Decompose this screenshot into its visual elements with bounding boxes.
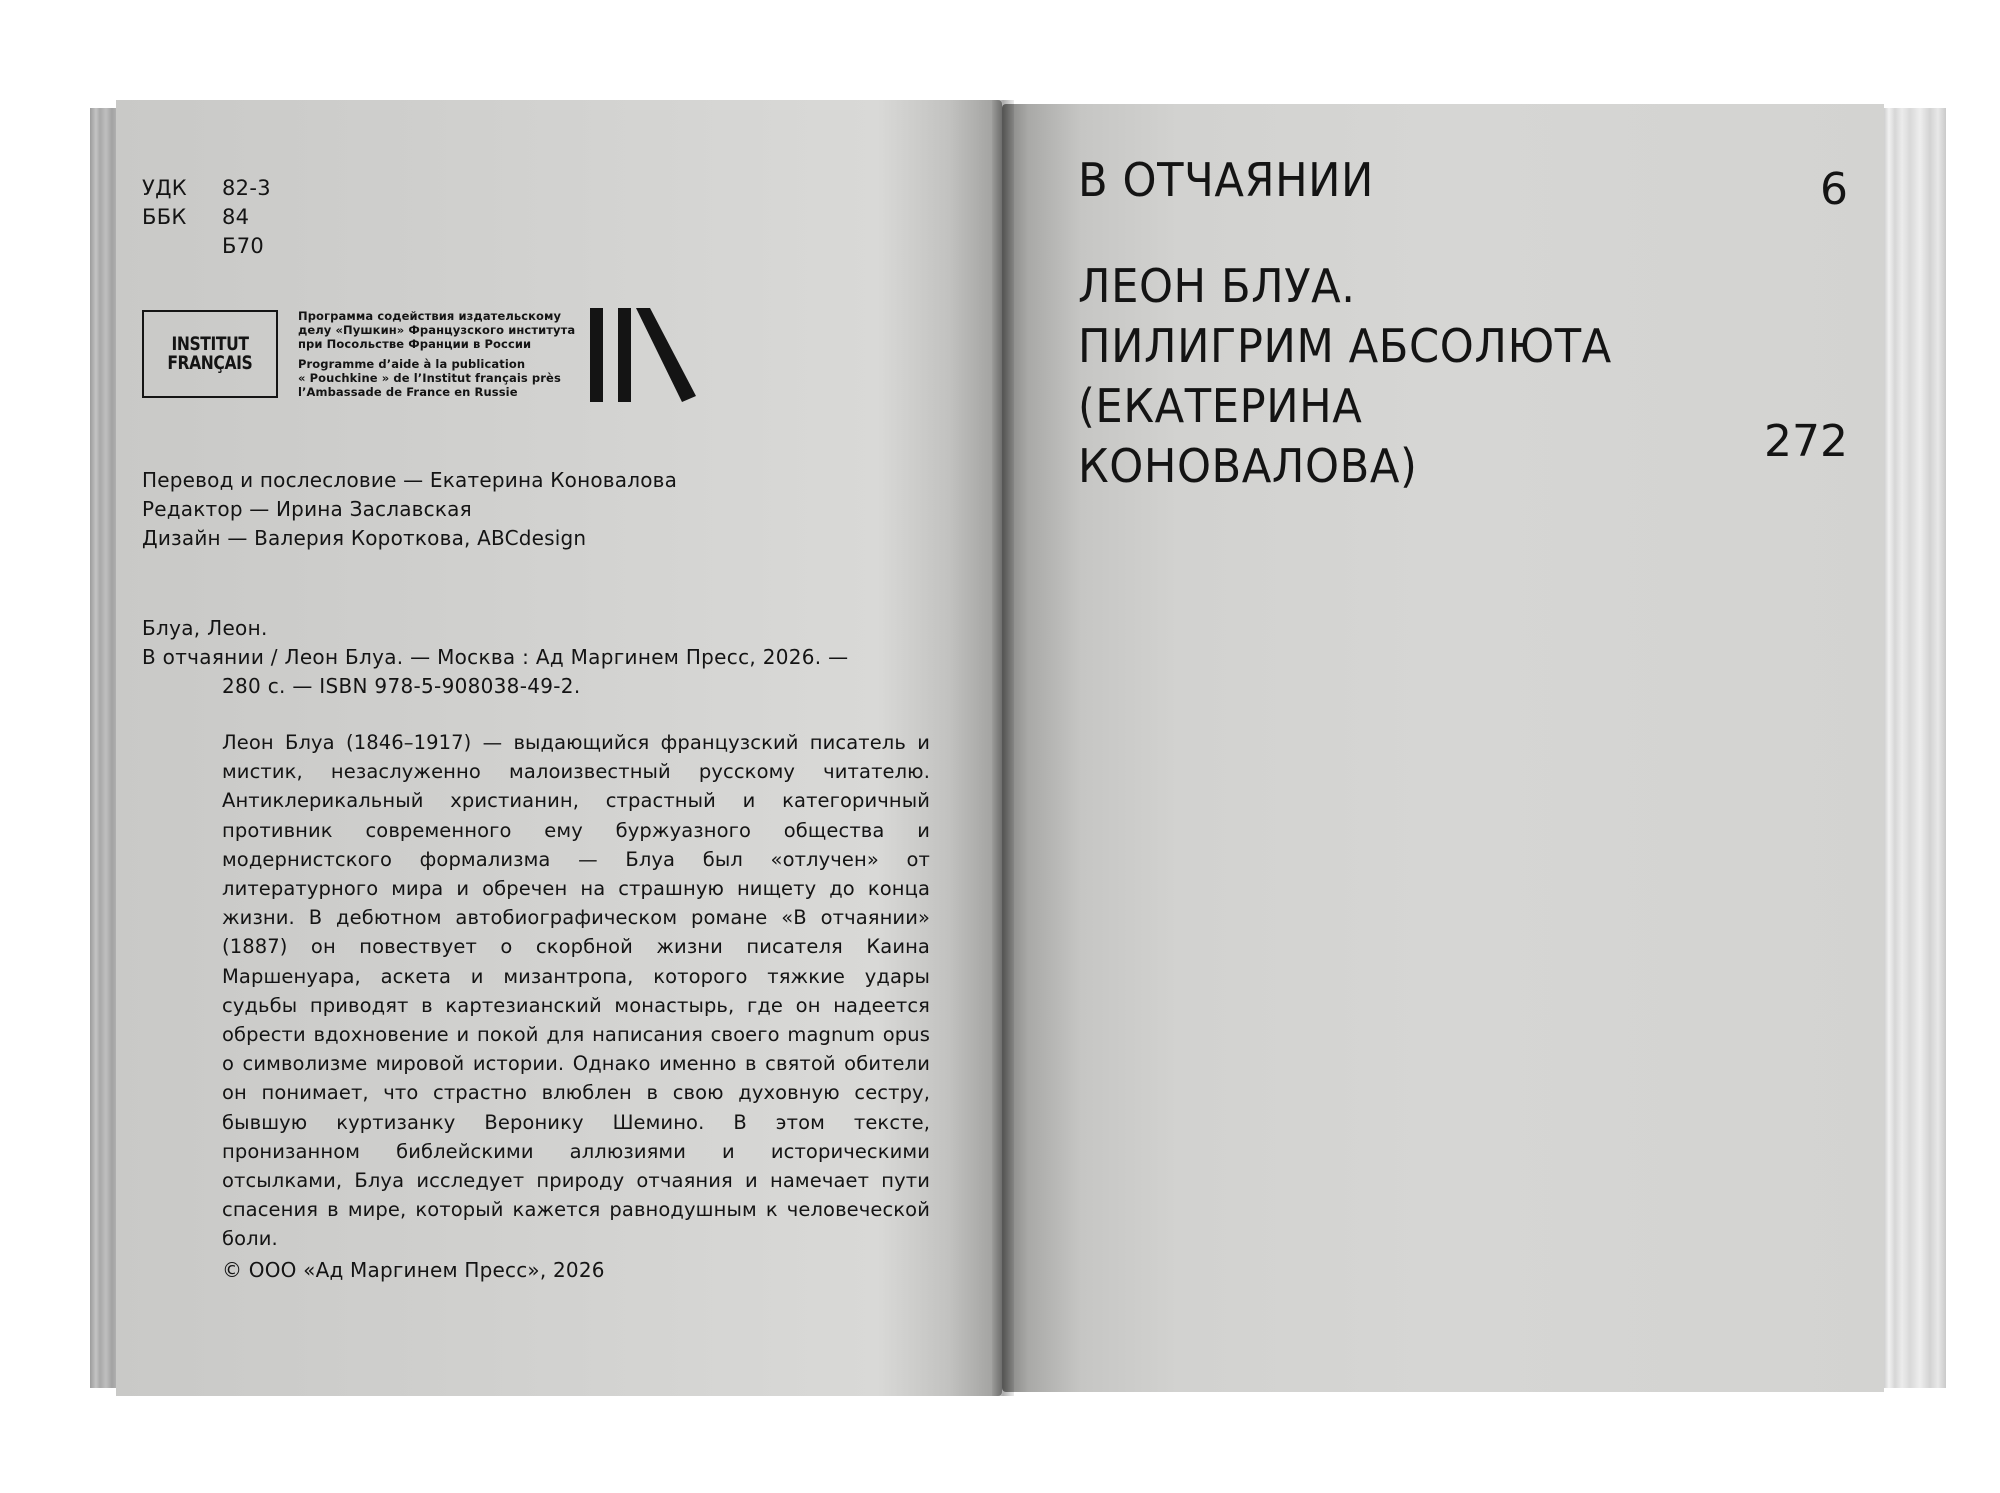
catalog-value: 82-3	[222, 176, 271, 200]
toc-entry-2-title	[1078, 256, 1612, 496]
toc-title-line: (ЕКАТЕРИНА	[1078, 379, 1363, 433]
publisher-logo-icon	[588, 308, 698, 402]
toc-entry-1-page: 6	[1820, 164, 1848, 215]
right-page-stack	[1880, 108, 1946, 1388]
program-note-fr: Programme d’aide à la publication « Pouchkine » de l’Institut français près l’Ambassade de France en Russie	[298, 357, 561, 399]
catalog-codes	[142, 174, 271, 261]
credits	[142, 466, 677, 553]
toc-title-line: КОНОВАЛОВА)	[1078, 439, 1418, 493]
catalog-key	[142, 232, 222, 261]
toc-entry-1-title	[1078, 150, 1374, 210]
toc-title-line: В ОТЧАЯНИИ	[1078, 153, 1374, 207]
annotation-text: Леон Блуа (1846–1917) — выдающийся французский писатель и мистик, незаслуженно малоизвестный русскому читателю. Антиклерикальный христианин, страстный и категоричный противник современного ему буржуазного общества и модернистского формализма — Блуа был «отлучен» от литературного мира и обречен на страшную нищету до конца жизни. В дебютном автобиографическом романе «В отчаянии» (1887) он повествует о скорбной жизни писателя Каина Маршенуара, аскета и мизантропа, которого тяжкие удары судьбы приводят в картезианский монастырь, где он надеется обрести вдохновение и покой для написания своего magnum opus о символизме мировой истории. Однако именно в святой обители он понимает, что страстно влюблен в свою духовную сестру, бывшую куртизанку Веронику Шемино. В этом тексте, пронизанном библейскими аллюзиями и историческими отсылками, Блуа исследует природу отчаяния и намечает пути спасения в мире, который кажется равнодушным к человеческой боли.	[222, 731, 930, 1251]
logo-line-1: INSTITUT	[171, 333, 249, 355]
program-note-ru: Программа содействия издательскому делу «Пушкин» Французского института при Посольстве Франции в России	[298, 309, 576, 351]
book-gutter	[992, 100, 1014, 1396]
toc-title-line: ПИЛИГРИМ АБСОЛЮТА	[1078, 319, 1612, 373]
toc-entry-2-page: 272	[1764, 416, 1848, 467]
program-note	[298, 309, 598, 399]
bibliographic-record	[142, 614, 932, 701]
catalog-value: Б70	[222, 234, 265, 258]
catalog-row-bbk	[142, 203, 271, 232]
catalog-row-udk	[142, 174, 271, 203]
institut-francais-logo	[142, 310, 278, 398]
logo-line-2: FRANÇAIS	[167, 352, 253, 374]
catalog-key: ББК	[142, 205, 187, 229]
credit-design: Дизайн — Валерия Короткова, ABCdesign	[142, 526, 587, 550]
credit-translation: Перевод и послесловие — Екатерина Коновалова	[142, 468, 678, 492]
biblio-isbn-line: 280 с. — ISBN 978-5-908038-49-2.	[222, 674, 581, 698]
catalog-key: УДК	[142, 176, 188, 200]
biblio-title-line: В отчаянии / Леон Блуа. — Москва : Ад Маргинем Пресс, 2026. —	[142, 645, 849, 669]
toc-title-line: ЛЕОН БЛУА.	[1078, 259, 1356, 313]
copyright: © ООО «Ад Маргинем Пресс», 2026	[222, 1258, 605, 1282]
biblio-author: Блуа, Леон.	[142, 616, 268, 640]
catalog-value: 84	[222, 205, 250, 229]
credit-editor: Редактор — Ирина Заславская	[142, 497, 472, 521]
catalog-row-author-mark	[142, 232, 271, 261]
